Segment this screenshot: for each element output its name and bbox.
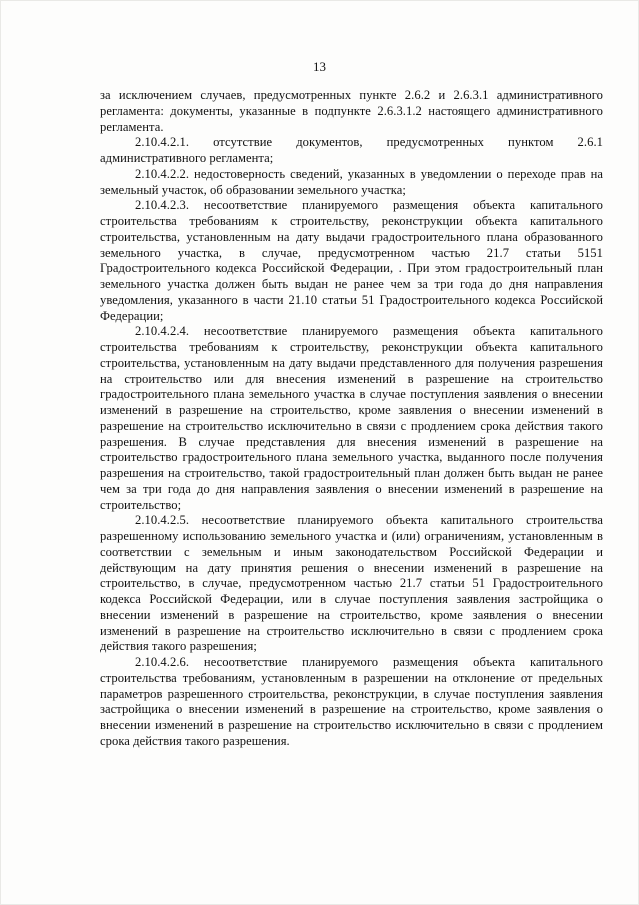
paragraph-continuation: за исключением случаев, предусмотренных пункте 2.6.2 и 2.6.3.1 административного регламента: документы, указанные в подпункте 2.6.3.1.2 настоящего административного регламента. (100, 88, 603, 134)
paragraph-2-10-4-2-4: 2.10.4.2.4. несоответствие планируемого размещения объекта капитального строительства требованиям к строительству, реконструкции объекта капитального строительства, установленным на дату выдачи представленного для получения разрешения на строительство или для внесения изменений в разрешение на строительство градостроительного плана земельного участка в случае поступления заявления о внесении изменений в разрешение на строительство, кроме заявления о внесении изменений в разрешение на строительство исключительно в связи с продлением срока действия такого разрешения. В случае представления для внесения изменений в разрешение на строительство градостроительного плана земельного участка, выданного после получения разрешения на строительство, такой градостроительный план должен быть выдан не ранее чем за три года до дня направления заявления о внесении изменений в разрешение на строительство; (100, 324, 603, 512)
document-body (100, 88, 603, 750)
paragraph-2-10-4-2-3: 2.10.4.2.3. несоответствие планируемого размещения объекта капитального строительства требованиям к строительству, реконструкции объекта капитального строительства, установленным на дату выдачи градостроительного плана образованного земельного участка, в случае, предусмотренном частью 21.7 статьи 5151 Градостроительного кодекса Российской Федерации, . При этом градостроительный план земельного участка должен быть выдан не ранее чем за три года до дня направления уведомления, указанного в части 21.10 статьи 51 Градостроительного кодекса Российской Федерации; (100, 198, 603, 323)
page-number: 13 (313, 59, 326, 74)
paragraph-2-10-4-2-1: 2.10.4.2.1. отсутствие документов, предусмотренных пунктом 2.6.1 административного регламента; (100, 135, 603, 165)
paragraph-2-10-4-2-2: 2.10.4.2.2. недостоверность сведений, указанных в уведомлении о переходе прав на земельный участок, об образовании земельного участка; (100, 166, 603, 197)
paragraph-2-10-4-2-6: 2.10.4.2.6. несоответствие планируемого размещения объекта капитального строительства требованиям, установленным в разрешении на отклонение от предельных параметров разрешенного строительства, реконструкции, в случае поступления заявления застройщика о внесении изменений в разрешение на строительство, кроме заявления о внесении изменений в разрешение на строительство исключительно в связи с продлением срока действия такого разрешения. (100, 655, 603, 748)
paragraph-2-10-4-2-5: 2.10.4.2.5. несоответствие планируемого объекта капитального строительства разрешенному использованию земельного участка и (или) ограничениям, установленным в соответствии с земельным и иным законодательством Российской Федерации и действующим на дату принятия решения о внесении изменений в разрешение на строительство, в случае, предусмотренном частью 21.7 статьи 51 Градостроительного кодекса Российской Федерации, или в случае поступления заявления застройщика о внесении изменений в разрешение на строительство, кроме заявления о внесении изменений в разрешение на строительство исключительно в связи с продлением срока действия такого разрешения; (100, 513, 603, 654)
